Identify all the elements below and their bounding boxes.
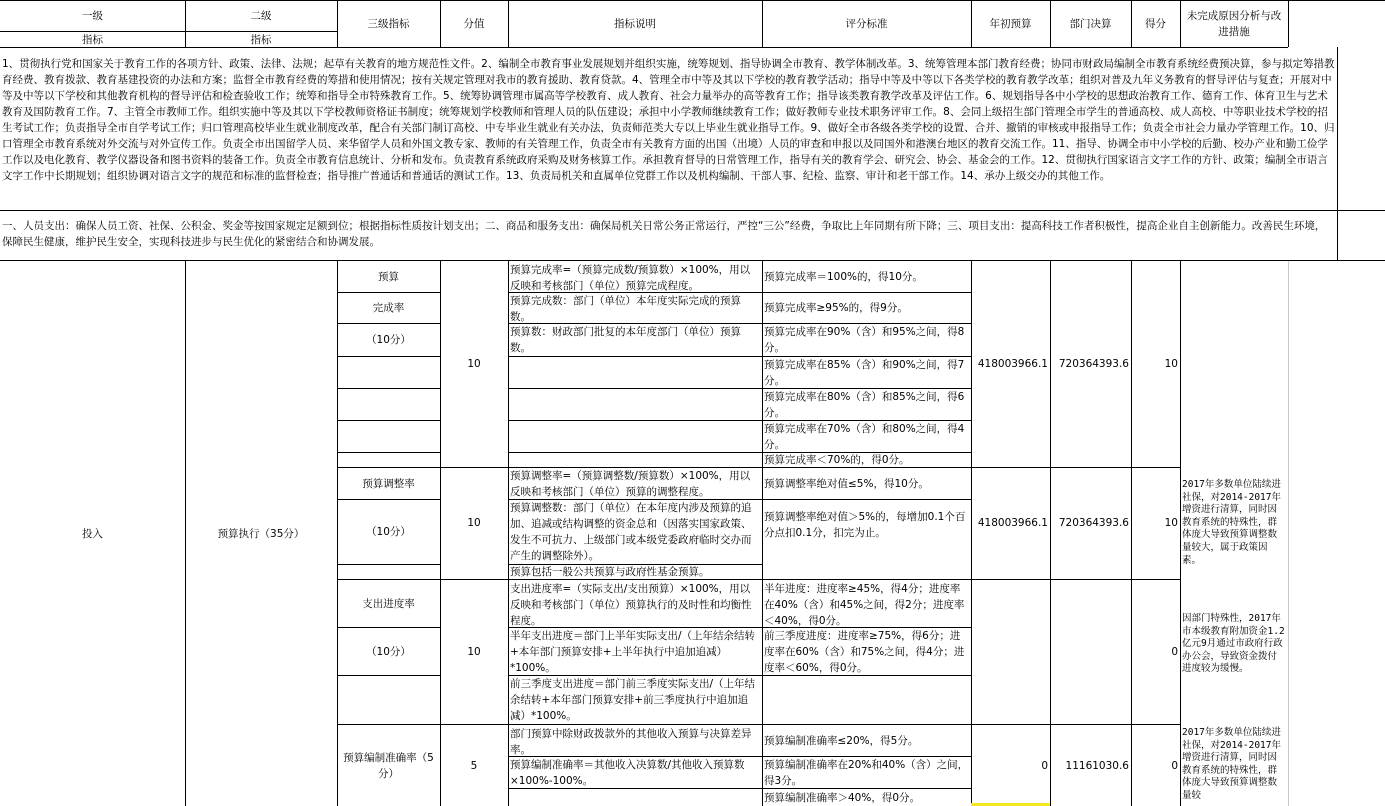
header-criteria-text: 评分标准 bbox=[845, 18, 888, 30]
level1-cell bbox=[0, 261, 185, 806]
accuracy-criteria-2-text: 预算编制准确率在20%和40%（含）之间，得3分。 bbox=[764, 759, 969, 787]
completion-desc-1-text: 预算完成率=（预算完成数/预算数）×100%，用以反映和考核部门（单位）预算完成程度。 bbox=[510, 264, 751, 292]
completion-criteria-1-text: 预算完成率＝100%的，得10分。 bbox=[764, 271, 923, 283]
accuracy-reason-text: 2017年多数单位陆续进社保，对2014-2017年增资进行清算，同时因教育系统的特殊性，群体庞大导致预算调整数量较 bbox=[1182, 727, 1281, 801]
adjustment-desc-3-text: 预算包括一般公共预算与政府性基金预算。 bbox=[510, 566, 710, 578]
duties-text: 1、贯彻执行党和国家关于教育工作的各项方针、政策、法律、法规；起草有关教育的地方规范性文件。2、编制全市教育事业发展规划并组织实施，统筹规划、指导协调全市教育、教学体制改革。3、统筹管理本部门教育经费；协同市财政局编制全市教育系统经费预决算，参与拟定筹措教育经费、教育拨款、教育基建投资的办法和方案；监督全市教育经费的筹措和使用情况；按有关规定管理对我市的教育援助、教育贷款。4、管理全市中等及其以下学校的教育教学活动；指导中等及中等以下各类学校的教育教学改革；组织对普及九年义务教育的督导评估与复查；开展对中等及中等以下学校和其他教育机构的督导评估和检查验收工作；统筹和指导全市特殊教育工作。5、统筹协调管理市属高等学校教育、成人教育、社会力量举办的高等教育工作；指导该类教育教学改革及评估工作。6、规划指导各中小学校的思想政治教育工作、德育工作、体育卫生与艺术教育及国防教育工作。7、主管全市教师工作。组织实施中等及其以下学校教师资格证书制度；统筹规划学校教师和管理人员的队伍建设；承担中小学教师继续教育工作；做好教师专业技术职务评审工作。8、会同上级招生部门管理全市学生的普通高校、成人高校、中等职业技术学校的招生考试工作；负责指导全市自学考试工作；归口管理高校毕业生就业制度改革，配合有关部门制订高校、中专毕业生就业有关办法，负责师范类大专以上毕业生就业指导工作。9、做好全市各级各类学校的设置、合并、撤销的审核或申报指导工作；负责全市社会力量办学管理工作。10、归口管理全市教育系统对外交流与对外宣传工作。负责全市出国留学人员、来华留学人员和外国文教专家、教师的有关管理工作，负责全市有关教育方面的出国（出境）人员的审查和申报以及同国外和港澳台地区的教育交流工作。11、指导、协调全市中小学校的后勤、校办产业和勤工俭学工作以及电化教育、教学仪器设备和图书资料的装备工作。负责全市教育信息统计、分析和发布。负责教育系统政府采购及财务核算工作。承担教育督导的日常管理工作，指导有关的教育学会、研究会、协会、基金会的工作。12、贯彻执行国家语言文字工作的方针、政策；编制全市语言文字工作中长期规划；组织协调对语言文字的规范和标准的监督检查；指导推广普通话和普通话的测试工作。13、负责局机关和直属单位党群工作以及机构编制、干部人事、纪检、监察、审计和老干部工作。14、承办上级交办的其他工作。 bbox=[2, 58, 1335, 182]
accuracy-name bbox=[337, 725, 440, 806]
adjustment-desc-2-text: 预算调整数：部门（单位）在本年度内涉及预算的追加、追减或结构调整的资金总和（因落实国家政策、发生不可抗力、上级部门或本级党委政府临时交办而产生的调整除外）。 bbox=[510, 502, 752, 562]
completion-desc-2 bbox=[508, 292, 762, 323]
header-level1-sub bbox=[0, 31, 185, 47]
accuracy-score bbox=[1131, 725, 1180, 806]
header-budget-text: 年初预算 bbox=[989, 18, 1032, 30]
completion-criteria-6 bbox=[762, 420, 971, 452]
header-level2-text: 二级 bbox=[250, 10, 272, 22]
accuracy-criteria-1 bbox=[762, 725, 971, 756]
adjustment-final bbox=[1050, 467, 1131, 579]
adjustment-budget bbox=[971, 467, 1050, 579]
completion-criteria-2-text: 预算完成率≥95%的，得9分。 bbox=[764, 302, 908, 314]
adjustment-score-value bbox=[440, 467, 508, 579]
adjustment-criteria-1-text: 预算调整率绝对值≤5%，得10分。 bbox=[764, 477, 929, 490]
header-description bbox=[508, 0, 762, 47]
header-budget bbox=[971, 0, 1050, 47]
completion-criteria-3 bbox=[762, 323, 971, 356]
adjustment-desc-2 bbox=[508, 499, 762, 564]
completion-name-b bbox=[337, 292, 440, 323]
adjustment-score-value-text: 10 bbox=[467, 517, 481, 529]
adjustment-name bbox=[337, 467, 440, 499]
header-final-account bbox=[1050, 0, 1131, 47]
header-level1 bbox=[0, 0, 185, 31]
adjustment-score bbox=[1131, 467, 1180, 579]
completion-budget bbox=[971, 261, 1050, 467]
completion-desc-1 bbox=[508, 261, 762, 292]
adjustment-name-b bbox=[337, 499, 440, 564]
header-criteria bbox=[762, 0, 971, 47]
progress-criteria-2 bbox=[762, 627, 971, 675]
adjustment-reason bbox=[1180, 478, 1288, 578]
completion-desc-3 bbox=[508, 323, 762, 356]
progress-desc-2 bbox=[508, 627, 762, 675]
header-score-value bbox=[440, 0, 508, 47]
accuracy-budget-text: 0 bbox=[1041, 759, 1048, 772]
header-description-text: 指标说明 bbox=[614, 18, 656, 30]
completion-score-value-text: 10 bbox=[467, 358, 481, 370]
progress-reason-text: 因部门特殊性，2017年市本级教育附加资金1.2亿元9月通过市政府行政办公会，导致资金拨付进度较为缓慢。 bbox=[1182, 613, 1285, 675]
completion-criteria-7-text: 预算完成率＜70%的，得0分。 bbox=[764, 454, 910, 466]
header-score-value-text: 分值 bbox=[463, 18, 485, 30]
progress-name-b bbox=[337, 627, 440, 675]
completion-name-a-text: 预算 bbox=[378, 271, 399, 283]
completion-criteria-1 bbox=[762, 261, 971, 292]
accuracy-criteria-1-text: 预算编制准确率≤20%，得5分。 bbox=[764, 735, 919, 747]
accuracy-desc-1-text: 部门预算中除财政拨款外的其他收入预算与决算差异率。 bbox=[510, 728, 752, 756]
header-level2-sub-text: 指标 bbox=[250, 33, 272, 46]
accuracy-score-value-text: 5 bbox=[470, 759, 478, 772]
accuracy-criteria-2 bbox=[762, 756, 971, 788]
header-level1-text: 一级 bbox=[82, 10, 103, 22]
completion-criteria-7 bbox=[762, 452, 971, 467]
adjustment-score-text: 10 bbox=[1164, 517, 1178, 529]
accuracy-desc-1 bbox=[508, 725, 762, 756]
goals-paragraph bbox=[0, 214, 1337, 260]
progress-desc-3 bbox=[508, 675, 762, 724]
adjustment-budget-text: 418003966.1 bbox=[977, 517, 1048, 529]
progress-desc-1 bbox=[508, 580, 762, 627]
progress-criteria-2-text: 前三季度进度：进度率≥75%，得6分；进度率在60%（含）和75%之间，得4分；进度率＜60%，得0分。 bbox=[764, 630, 965, 674]
goals-text: 一、人员支出：确保人员工资、社保、公积金、奖金等按国家规定足额到位；根据指标性质按计划支出；二、商品和服务支出：确保局机关日常公务正常运行，严控“三公”经费，争取比上年同期有所下降；三、项目支出：提高科技工作者积极性，提高企业自主创新能力。改善民生环境，保障民生健康，维护民生安全，实现科技进步与民生优化的紧密结合和协调发展。 bbox=[2, 220, 1326, 248]
adjustment-desc-1-text: 预算调整率=（预算调整数/预算数）×100%，用以反映和考核部门（单位）预算的调整程度。 bbox=[510, 470, 751, 498]
accuracy-budget bbox=[971, 725, 1050, 806]
progress-score-text: 0 bbox=[1171, 646, 1178, 658]
progress-desc-2-text: 半年支出进度＝部门上半年实际支出/（上年结余结转+本年部门预算安排+上半年执行中追加追减）*100%。 bbox=[510, 630, 756, 674]
accuracy-final-text: 11161030.6 bbox=[1065, 759, 1129, 772]
accuracy-desc-2 bbox=[508, 756, 762, 788]
accuracy-score-value bbox=[440, 725, 508, 806]
accuracy-criteria-3-text: 预算编制准确率＞40%，得0分。 bbox=[764, 791, 921, 804]
progress-name-b-text: （10分） bbox=[366, 645, 411, 658]
header-level2 bbox=[185, 0, 337, 31]
completion-score bbox=[1131, 261, 1180, 467]
adjustment-reason-text: 2017年多数单位陆续进社保，对2014-2017年增资进行清算，同时因教育系统的特殊性，群体庞大导致预算调整数量较大，属于政策因素。 bbox=[1182, 479, 1281, 566]
accuracy-score-text: 0 bbox=[1171, 759, 1178, 772]
completion-criteria-5 bbox=[762, 388, 971, 420]
progress-desc-1-text: 支出进度率=（实际支出/支出预算）×100%，用以反映和考核部门（单位）预算执行的及时性和均衡性程度。 bbox=[510, 583, 752, 627]
completion-name-b-text: 完成率 bbox=[372, 302, 405, 314]
completion-name-c bbox=[337, 323, 440, 356]
level2-cell bbox=[185, 261, 337, 806]
progress-score-value bbox=[440, 580, 508, 724]
progress-desc-3-text: 前三季度支出进度＝部门前三季度实际支出/（上年结余结转+本年部门预算安排+前三季度执行中追加追减）*100%。 bbox=[510, 678, 756, 722]
header-reason bbox=[1180, 0, 1288, 47]
completion-name-c-text: （10分） bbox=[366, 334, 411, 346]
header-level2-sub bbox=[185, 31, 337, 47]
header-level1-sub-text: 指标 bbox=[82, 33, 103, 46]
duties-paragraph bbox=[0, 52, 1337, 210]
completion-desc-2-text: 预算完成数：部门（单位）本年度实际完成的预算数。 bbox=[510, 295, 741, 323]
adjustment-name-text: 预算调整率 bbox=[362, 477, 415, 490]
header-score bbox=[1131, 0, 1180, 47]
completion-final-text: 720364393.6 bbox=[1058, 358, 1129, 370]
completion-name-a bbox=[337, 261, 440, 292]
accuracy-final bbox=[1050, 725, 1131, 806]
progress-criteria-1 bbox=[762, 580, 971, 627]
completion-desc-3-text: 预算数：财政部门批复的本年度部门（单位）预算数。 bbox=[510, 326, 741, 354]
completion-criteria-2 bbox=[762, 292, 971, 323]
completion-criteria-3-text: 预算完成率在90%（含）和95%之间，得8分。 bbox=[764, 326, 965, 354]
progress-name bbox=[337, 580, 440, 627]
completion-criteria-6-text: 预算完成率在70%（含）和80%之间，得4分。 bbox=[764, 423, 965, 451]
completion-budget-text: 418003966.1 bbox=[977, 358, 1048, 370]
adjustment-criteria-2 bbox=[762, 508, 971, 548]
accuracy-desc-2-text: 预算编制准确率＝其他收入决算数/其他收入预算数×100%-100%。 bbox=[510, 759, 745, 787]
completion-final bbox=[1050, 261, 1131, 467]
adjustment-criteria-2-text: 预算调整率绝对值＞5%的，每增加0.1个百分点扣0.1分，扣完为止。 bbox=[764, 511, 966, 539]
accuracy-name-text: 预算编制准确率（5分） bbox=[343, 751, 434, 780]
header-reason-text: 未完成原因分析与改进措施 bbox=[1186, 9, 1282, 38]
adjustment-criteria-1 bbox=[762, 467, 971, 499]
level1-cell-text: 投入 bbox=[82, 528, 103, 540]
progress-criteria-1-text: 半年进度：进度率≥45%，得4分；进度率在40%（含）和45%之间，得2分；进度率＜40%，得0分。 bbox=[764, 583, 965, 627]
header-level3 bbox=[337, 0, 440, 47]
progress-score bbox=[1131, 580, 1180, 724]
completion-score-text: 10 bbox=[1164, 358, 1178, 370]
adjustment-desc-1 bbox=[508, 467, 762, 499]
completion-score-value bbox=[440, 261, 508, 467]
completion-criteria-4 bbox=[762, 356, 971, 388]
header-final-account-text: 部门决算 bbox=[1069, 18, 1112, 30]
accuracy-reason bbox=[1180, 726, 1288, 806]
progress-score-value-text: 10 bbox=[467, 646, 481, 658]
adjustment-desc-3 bbox=[508, 564, 762, 579]
header-level3-text: 三级指标 bbox=[367, 18, 410, 30]
progress-name-text: 支出进度率 bbox=[362, 598, 415, 610]
header-score-text: 得分 bbox=[1145, 18, 1166, 30]
level2-cell-text: 预算执行（35分） bbox=[217, 528, 305, 540]
completion-criteria-4-text: 预算完成率在85%（含）和90%之间，得7分。 bbox=[764, 359, 965, 387]
progress-reason bbox=[1180, 612, 1288, 696]
adjustment-final-text: 720364393.6 bbox=[1058, 517, 1129, 529]
adjustment-name-b-text: （10分） bbox=[366, 526, 411, 538]
completion-criteria-5-text: 预算完成率在80%（含）和85%之间，得6分。 bbox=[764, 391, 965, 419]
accuracy-criteria-3 bbox=[762, 788, 971, 806]
